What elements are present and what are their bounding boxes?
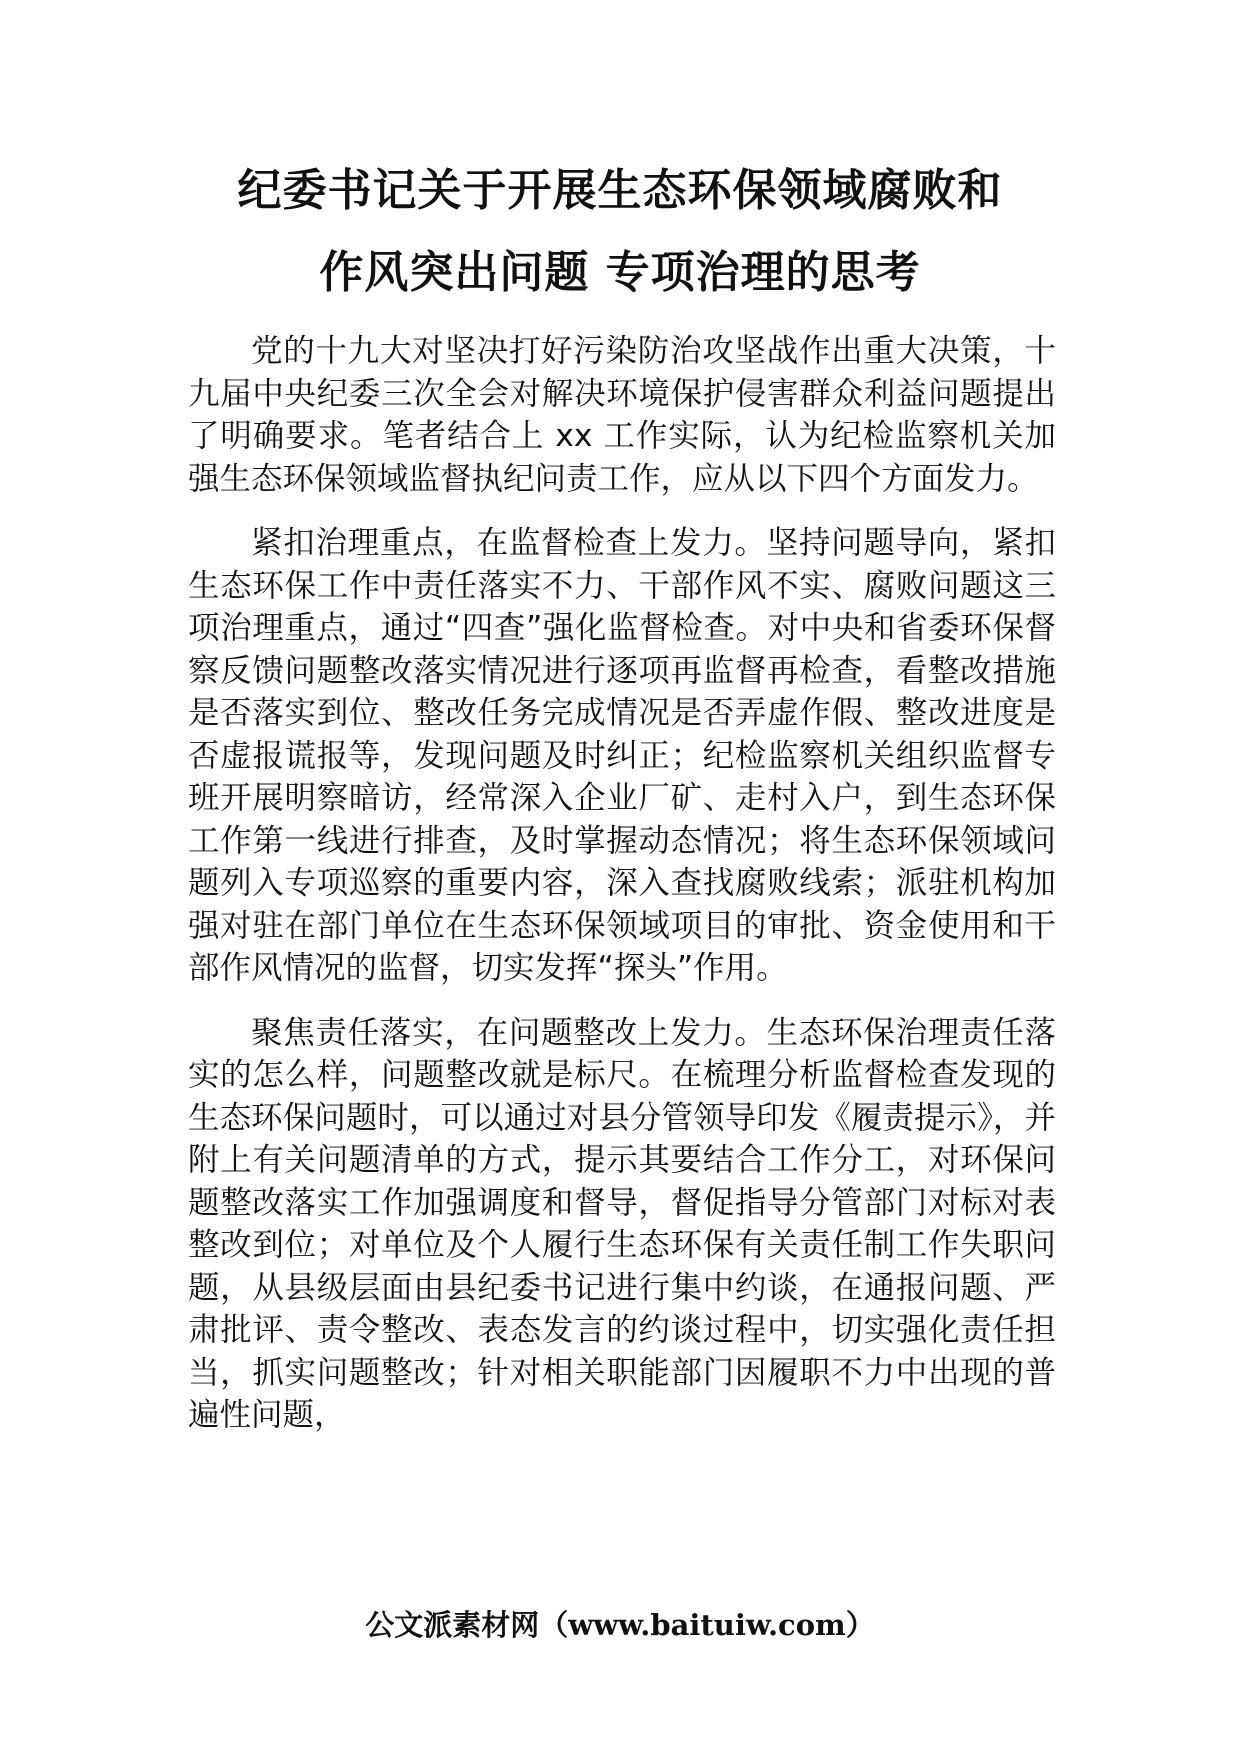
paragraph-intro: 党的十九大对坚决打好污染防治攻坚战作出重大决策，十九届中央纪委三次全会对解决环境保护侵害群众利益问题提出了明确要求。笔者结合上 xx 工作实际，认为纪检监察机关加强生态环保领域监督执纪问责工作，应从以下四个方面发力。 [188, 333, 1056, 497]
footer-watermark: 公文派素材网（www.baituiw.com） [365, 1608, 875, 1642]
document-title [150, 150, 1090, 314]
paragraph-supervision: 紧扣治理重点，在监督检查上发力。坚持问题导向，紧扣生态环保工作中责任落实不力、干部作风不实、腐败问题这三项治理重点，通过“四查”强化监督检查。对中央和省委环保督察反馈问题整改落实情况进行逐项再监督再检查，看整改措施是否落实到位、整改任务完成情况是否弄虚作假、整改进度是否虚报谎报等，发现问题及时纠正；纪检监察机关组织监督专班开展明察暗访，经常深入企业厂矿、走村入户，到生态环保工作第一线进行排查，及时掌握动态情况；将生态环保领域问题列入专项巡察的重要内容，深入查找腐败线索；派驻机构加强对驻在部门单位在生态环保领域项目的审批、资金使用和干部作风情况的监督，切实发挥“探头”作用。 [188, 525, 1056, 986]
title-line-1: 纪委书记关于开展生态环保领域腐败和 [237, 165, 1003, 216]
title-line-2: 作风突出问题 专项治理的思考 [319, 247, 921, 298]
paragraph-responsibility: 聚焦责任落实，在问题整改上发力。生态环保治理责任落实的怎么样，问题整改就是标尺。在梳理分析监督检查发现的生态环保问题时，可以通过对县分管领导印发《履责提示》，并附上有关问题清单的方式，提示其要结合工作分工，对环保问题整改落实工作加强调度和督导，督促指导分管部门对标对表整改到位；对单位及个人履行生态环保有关责任制工作失职问题，从县级层面由县纪委书记进行集中约谈，在通报问题、严肃批评、责令整改、表态发言的约谈过程中，切实强化责任担当，抓实问题整改；针对相关职能部门因履职不力中出现的普遍性问题， [188, 1014, 1056, 1433]
document-body [188, 330, 1056, 1459]
